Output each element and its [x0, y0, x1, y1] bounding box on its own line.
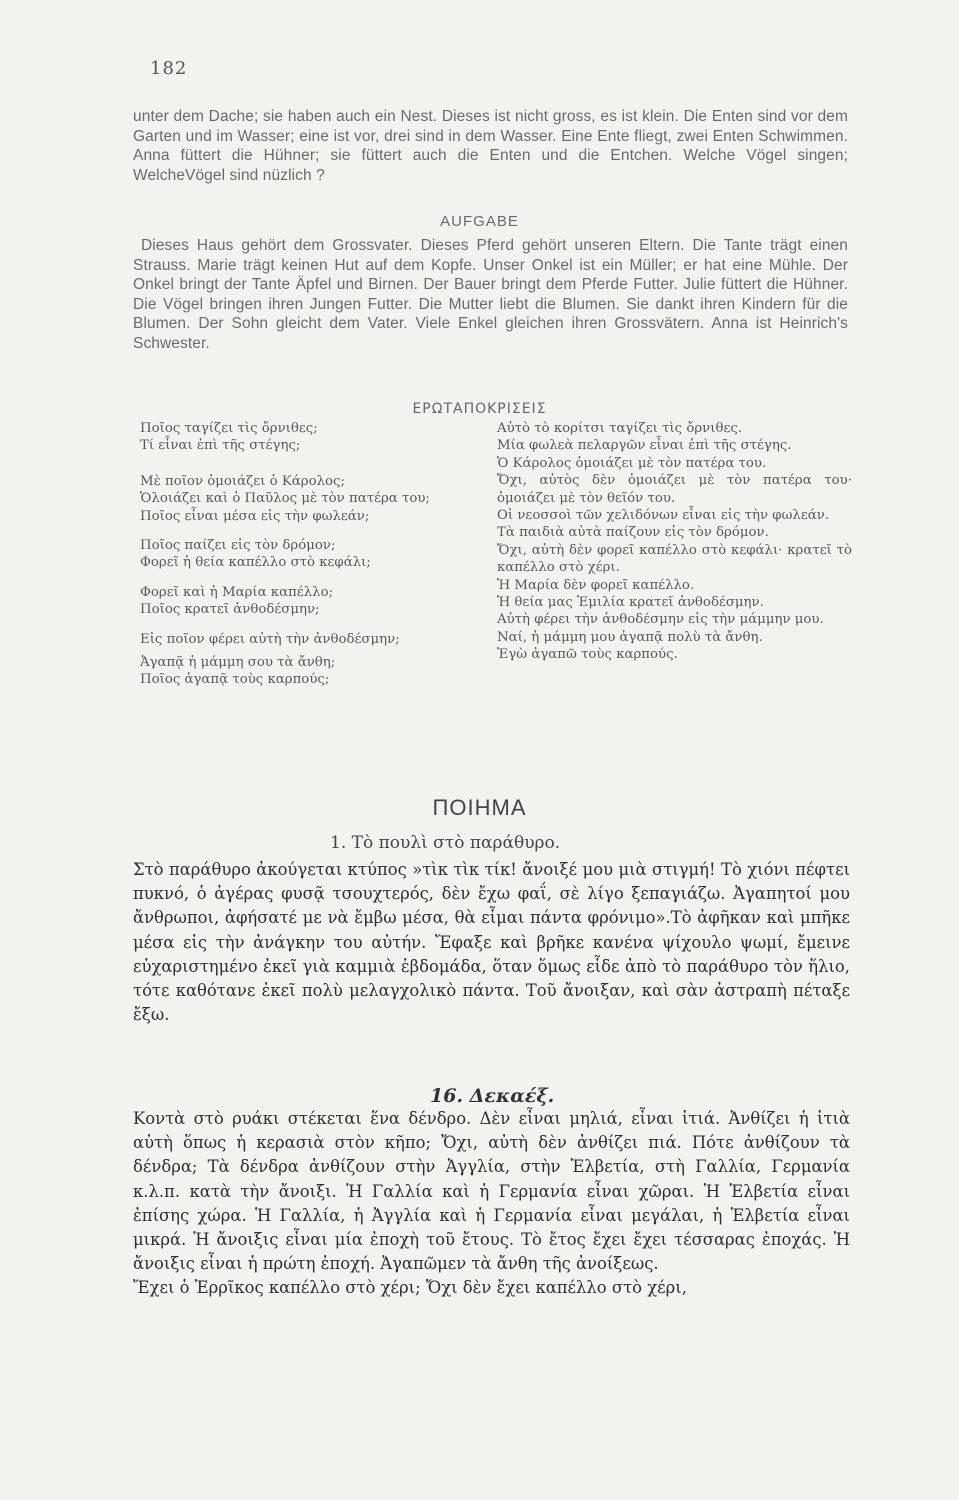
answers-column [497, 420, 852, 664]
question: Ὁλοιάζει καὶ ὁ Παῦλος μὲ τὸν πατέρα του; [140, 491, 430, 507]
aufgabe-section [133, 236, 848, 353]
question: Φορεῖ καὶ ἡ Μαρία καπέλλο; [140, 584, 334, 600]
question: Ποῖος ἀγαπᾷ τοὺς καρπούς; [140, 672, 330, 688]
question: Εἰς ποῖον φέρει αὐτὴ τὴν ἀνθοδέσμην; [140, 631, 400, 647]
answer: Ὄχι, αὐτὴ δὲν φορεῖ καπέλλο στὸ κεφάλι· κρατεῖ τὸ καπέλλο στὸ χέρι. [497, 542, 852, 576]
questions-column [140, 420, 485, 689]
answer: Ὁ Κάρολος ὁμοιάζει μὲ τὸν πατέρα του. [497, 455, 767, 471]
poem-heading: ΠΟΙΗΜΑ [432, 795, 527, 820]
lesson-text: Κοντὰ στὸ ρυάκι στέκεται ἕνα δένδρο. Δὲν εἶναι μηλιά, εἶναι ἰτιά. Ἀνθίζει ἡ ἰτιὰ αὐτὴ ὅπως ἡ κερασιὰ στὸν κῆπο; Ὄχι, αὐτὴ δὲν ἀνθίζει πιά. Πότε ἀνθίζουν τὰ δένδρα; Τὰ δένδρα ἀνθίζουν στὴν Ἀγγλία, στὴν Ἑλβετία, στὴ Γαλλία, Γερμανία κ.λ.π. κατὰ τὴν ἄνοιξι. Ἡ Γαλλία καὶ ἡ Γερμανία εἶναι χῶραι. Ἡ Ἑλβετία εἶναι ἐπίσης χώρα. Ἡ Γαλλία, ἡ Ἀγγλία καὶ ἡ Γερμανία εἶναι μεγάλαι, ἡ Ἑλβετία εἶναι μικρά. Ἡ ἄνοιξις εἶναι μία ἐποχὴ τοῦ ἔτους. Τὸ ἔτος ἔχει ἔχει τέσσαρας ἐποχάς. Ἡ ἄνοιξις εἶναι ἡ πρώτη ἐποχή. Ἀγαπῶμεν τὰ ἄνθη τῆς ἀνοίξεως. [133, 1109, 850, 1274]
answer: Ἐγὼ ἀγαπῶ τοὺς καρπούς. [497, 647, 678, 663]
question: Ποῖος ταγίζει τὶς ὄρνιθες; [140, 421, 318, 436]
answer: Αὐτὸ τὸ κορίτσι ταγίζει τὶς ὄρνιθες. [497, 421, 743, 436]
answer: Ὄχι, αὐτὸς δὲν ὁμοιάζει μὲ τὸν πατέρα του· ὁμοιάζει μὲ τὸν θεῖόν του. [497, 473, 852, 506]
qa-heading: ΕΡΩΤΑΠΟΚΡΙΣΕΙΣ [412, 401, 547, 417]
german-paragraph-top [133, 107, 848, 185]
question: Ποῖος παίζει εἰς τὸν δρόμον; [140, 538, 336, 554]
question: Μὲ ποῖον ὁμοιάζει ὁ Κάρολος; [140, 473, 345, 489]
aufgabe-text: Dieses Haus gehört dem Grossvater. Dieses Pferd gehört unseren Eltern. Die Tante trägt einen Strauss. Marie trägt keinen Hut auf dem Kopfe. Unser Onkel ist ein Müller; er hat eine Mühle. Der Onkel bringt der Tante Äpfel und Birnen. Der Bauer bringt dem Pferde Futter. Julie füttert die Hühner. Die Vögel bringen ihren Jungen Futter. Die Mutter liebt die Blumen. Sie dankt ihren Kindern für die Blumen. Der Sohn gleicht dem Vater. Viele Enkel gleichen ihren Grossvätern. Anna ist Heinrich's Schwester. [133, 237, 848, 352]
lesson-section [133, 1107, 850, 1301]
answer: Ἡ θεία μας Ἐμιλία κρατεῖ ἀνθοδέσμην. [497, 595, 764, 611]
aufgabe-heading: AUFGABE [440, 213, 519, 230]
answer: Τὰ παιδιὰ αὐτὰ παίζουν εἰς τὸν δρόμον. [497, 525, 769, 541]
question: Φορεῖ ἡ θεία καπέλλο στὸ κεφάλι; [140, 555, 371, 571]
question: Ποῖος κρατεῖ ἀνθοδέσμην; [140, 602, 320, 618]
poem-subtitle: 1. Τὸ πουλὶ στὸ παράθυρο. [330, 833, 561, 853]
german-text: unter dem Dache; sie haben auch ein Nest. Dieses ist nicht gross, es ist klein. Die Enten sind vor dem Garten und im Wasser; eine ist vor, drei sind in dem Wasser. Eine Ente fliegt, zwei Enten Schwimmen. Anna füttert die Hühner; sie füttert auch die Enten und die Entchen. Welche Vögel singen; WelcheVögel sind nüzlich ? [133, 108, 848, 184]
answer: Οἱ νεοσσοὶ τῶν χελιδόνων εἶναι εἰς τὴν φωλεάν. [497, 508, 830, 524]
answer: Ἡ Μαρία δὲν φορεῖ καπέλλο. [497, 577, 695, 593]
lesson-last-line: Ἔχει ὁ Ἐρρῖκος καπέλλο στὸ χέρι; Ὄχι δὲν ἔχει καπέλλο στὸ χέρι, [133, 1278, 687, 1298]
question: Ποῖος εἶναι μέσα εἰς τὴν φωλεάν; [140, 508, 370, 524]
poem-section [133, 858, 850, 1027]
answer: Ναί, ἡ μάμμη μου ἀγαπᾷ πολὺ τὰ ἄνθη. [497, 629, 763, 645]
question: Τί εἶναι ἐπὶ τῆς στέγης; [140, 438, 301, 454]
answer: Αὐτὴ φέρει τὴν ἀνθοδέσμην εἰς τὴν μάμμην μου. [497, 612, 824, 628]
question: Ἀγαπᾷ ἡ μάμμη σου τὰ ἄνθη; [140, 655, 336, 671]
poem-text: Στὸ παράθυρο ἀκούγεται κτύπος »τὶκ τὶκ τίκ! ἄνοιξέ μου μιὰ στιγμή! Τὸ χιόνι πέφτει πυκνό, ὁ ἀγέρας φυσᾷ τσουχτερός, δὲν ἔχω φαΐ, σὲ λίγο ξεπαγιάζω. Ἀγαπητοί μου ἄνθρωποι, ἀφήσατέ με νὰ ἔμβω μέσα, θὰ εἶμαι πάντα φρόνιμο».Τὸ ἀφῆκαν καὶ μπῆκε μέσα εἰς τὴν ἀνάγκην του αὐτήν. Ἔφαξε καὶ βρῆκε κανένα ψίχουλο ψωμί, ἔμεινε εὐχαριστημένο ἐκεῖ γιὰ καμμιὰ ἑβδομάδα, ὅταν ὅμως εἶδε ἀπὸ τὸ παράθυρο τὸν ἥλιο, τότε καθότανε ἐκεῖ πολὺ μελαγχολικὸ πάντα. Τοῦ ἄνοιξαν, καὶ σὰν ἀστραπὴ πέταξε ἔξω. [133, 860, 850, 1025]
lesson-heading: 16. Δεκαέξ. [430, 1085, 555, 1107]
answer: Μία φωλεὰ πελαργῶν εἶναι ἐπὶ τῆς στέγης. [497, 438, 792, 454]
page-number: 182 [150, 58, 188, 79]
